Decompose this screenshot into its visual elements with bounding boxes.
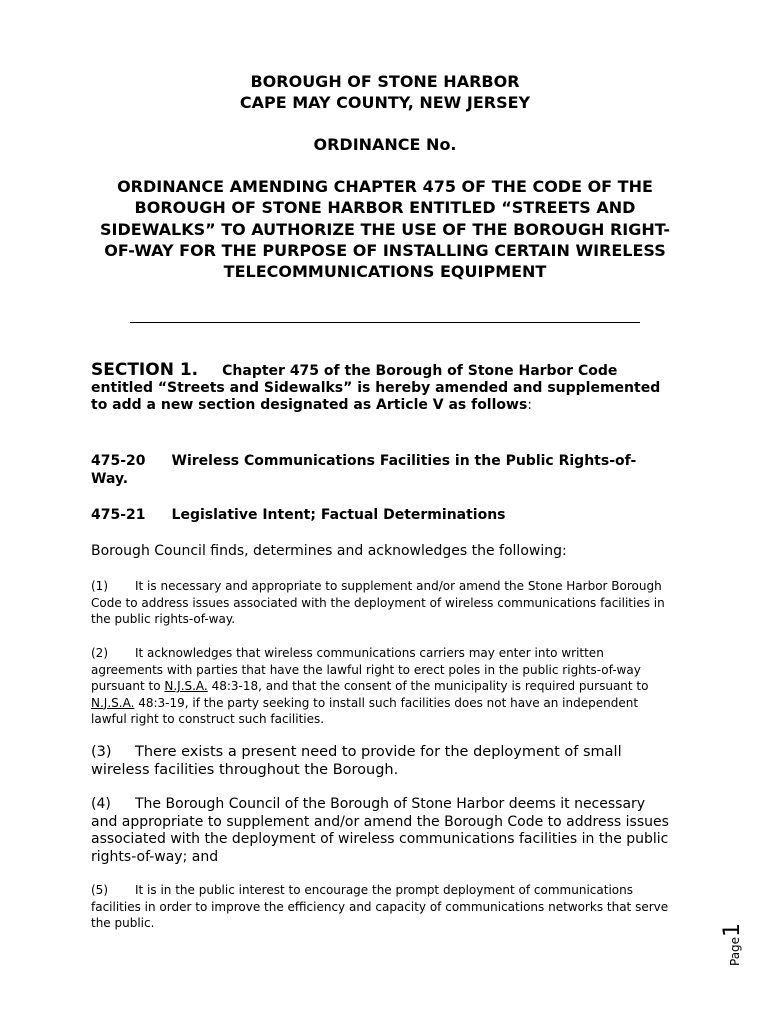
section-number: 475-20	[91, 453, 146, 469]
section-title: Legislative Intent; Factual Determinations	[171, 507, 506, 523]
item-text: It is in the public interest to encourage the prompt deployment of communications facilities in order to improve the efficiency and capacity of communications networks that serve the public.	[91, 883, 669, 930]
page-number: 1	[720, 922, 745, 937]
statute-citation: N.J.S.A.	[164, 679, 208, 693]
borough-name-heading: BOROUGH OF STONE HARBOR	[250, 72, 520, 91]
item-text: There exists a present need to provide for the deployment of small wireless facilities throughout the Borough.	[91, 744, 622, 778]
section-number: 475-21	[91, 507, 146, 523]
statute-citation: N.J.S.A.	[91, 695, 135, 710]
item-number: (3)	[91, 744, 112, 760]
item-number: (1)	[91, 579, 108, 593]
item-number: (2)	[91, 646, 108, 660]
finding-item-2	[91, 645, 671, 728]
section-1-paragraph	[91, 362, 671, 414]
title-divider-rule	[130, 322, 640, 323]
findings-intro: Borough Council finds, determines and acknowledges the following:	[91, 543, 567, 559]
ordinance-title: ORDINANCE AMENDING CHAPTER 475 OF THE CODE OF THE BOROUGH OF STONE HARBOR ENTITLED “STREETS AND SIDEWALKS” TO AUTHORIZE THE USE OF THE BOROUGH RIGHT-OF-WAY FOR THE PURPOSE OF INSTALLING CERTAIN WIRELESS TELECOMMUNICATIONS EQUIPMENT	[100, 177, 670, 282]
section-heading-475-21	[91, 506, 671, 524]
item-text-part-b: 48:3-18, and that the consent of the municipality is required pursuant to	[207, 679, 649, 693]
section-1-tail: :	[527, 397, 533, 413]
section-title: Wireless Communications Facilities in the Public Rights-of-Way.	[91, 453, 637, 487]
item-number: (5)	[91, 883, 108, 897]
section-1-text: Chapter 475 of the Borough of Stone Harbor Code entitled “Streets and Sidewalks” is hereby amended and supplemented to add a new section designated as Article V as follows	[91, 363, 661, 413]
section-1-label: SECTION 1.	[91, 360, 199, 380]
ordinance-number-heading: ORDINANCE No.	[313, 135, 457, 154]
section-heading-475-20	[91, 452, 671, 488]
item-text-part-a: It acknowledges that wireless communications carriers may enter into written agreements with parties that have the lawful right to erect poles in the public rights-of-way pursuant to	[91, 646, 641, 693]
item-text: The Borough Council of the Borough of Stone Harbor deems it necessary and appropriate to supplement and/or amend the Borough Code to address issues associated with the deployment of wireless communications facilities in the public rights-of-way; and	[91, 796, 669, 865]
page-word: Page	[728, 936, 742, 966]
item-number: (4)	[91, 796, 111, 812]
county-state-heading: CAPE MAY COUNTY, NEW JERSEY	[239, 93, 531, 112]
finding-item-3	[91, 743, 671, 779]
finding-item-4	[91, 796, 671, 866]
finding-item-1	[91, 578, 671, 628]
page-number-label	[720, 923, 745, 966]
item-text: It is necessary and appropriate to supplement and/or amend the Stone Harbor Borough Code to address issues associated with the deployment of wireless communications facilities in the public rights-of-way.	[91, 579, 665, 626]
finding-item-5	[91, 882, 671, 932]
item-text-part-c: 48:3-19, if the party seeking to install such facilities does not have an independent lawful right to construct such facilities.	[91, 695, 639, 726]
